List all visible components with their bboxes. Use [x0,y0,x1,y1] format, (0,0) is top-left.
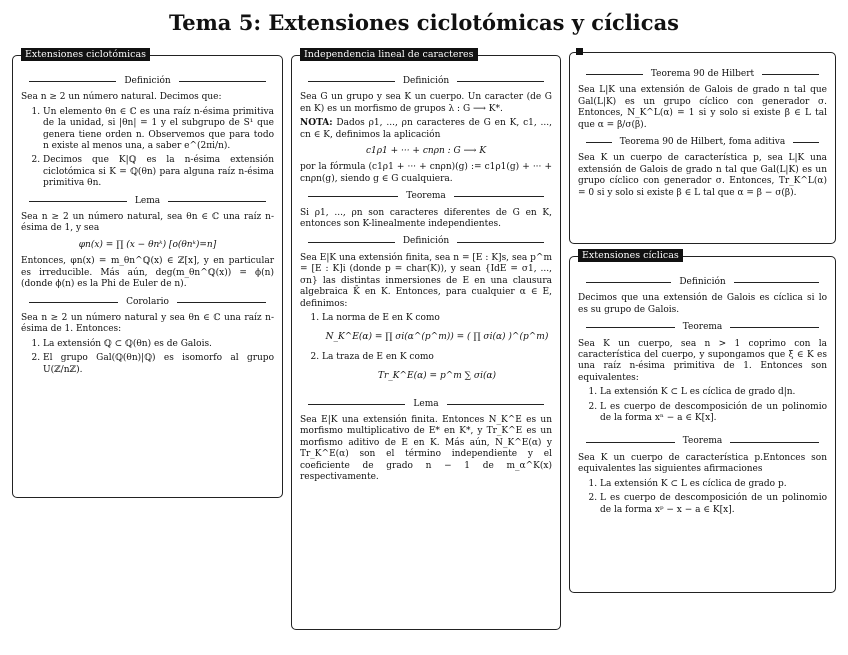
corner-marker [576,48,583,55]
paragraph: por la fórmula (c1ρ1 + ··· + cnρn)(g) := c1ρ1(g) + ··· + cnρn(g), siendo g ∈ G cualquiera. [300,162,552,184]
section-heading: Definición [578,277,827,288]
paragraph: Si ρ1, ..., ρn son caracteres diferentes de G en K, entonces son K-linealmente independientes. [300,207,552,230]
note [300,118,552,141]
list-item: 1. La extensión ℚ ⊂ ℚ(θn) es de Galois. [43,339,274,350]
paragraph: Decimos que una extensión de Galois es cíclica si lo es su grupo de Galois. [578,293,827,315]
box-ciclicas [569,250,836,593]
corollary-list [21,339,274,376]
paragraph: Sea E|K una extensión finita. Entonces N_K^E es un morfismo multiplicativo de E* en K*, y Tr_K^E es un morfismo aditivo de E en K. Más aún, N_K^E(α) y Tr_K^E(α) son el término independiente y el coeficiente de grado n − 1 de m_α^K(x) respectivamente. [300,414,552,482]
theorem-list [578,479,827,516]
box-ciclotomicas [12,49,283,498]
note-label: NOTA: [300,118,333,129]
section-heading: Definición [21,76,274,87]
section-heading: Lema [21,196,274,207]
section-heading: Teorema [300,191,552,202]
equation: Tr_K^E(α) = p^m ∑ σi(α) [377,371,497,382]
paragraph: Sea n ≥ 2 un número natural y sea θn ∈ ℂ una raíz n-ésima de 1. Entonces: [21,312,274,335]
definition-list [21,107,274,190]
list-item [322,352,552,383]
equation: c1ρ1 + ··· + cnρn : G ⟶ K [365,146,487,157]
note-text: Dados ρ1, ..., ρn caracteres de G en K, c1, ..., cn ∈ K, definimos la aplicación [300,118,552,140]
list-item: 1. La extensión K ⊂ L es cíclica de grado d|n. [600,387,827,398]
section-heading: Corolario [21,297,274,308]
box-label: Independencia lineal de caracteres [300,48,478,61]
paragraph: Sea K un cuerpo de característica p, sea L|K una extensión de Galois de grado n tal que Gal(L|K) es un grupo cíclico con generador σ. Entonces, Tr_K^L(α) = 0 si y solo si existe β ∈ L tal que α = β − σ(β). [578,153,827,198]
paragraph: Sea L|K una extensión de Galois de grado n tal que Gal(L|K) es un grupo cíclico con generador σ. Entonces, N_K^L(α) = 1 si y solo si existe β ∈ L tal que α = β/σ(β). [578,85,827,130]
section-heading: Definición [300,236,552,247]
theorem-list [578,387,827,424]
list-item: 1. La extensión K ⊂ L es cíclica de grado p. [600,479,827,490]
paragraph: Sea K un cuerpo de característica p.Entonces son equivalentes las siguientes afirmaciones [578,452,827,475]
list-item: 1. Un elemento θn ∈ ℂ es una raíz n-ésima primitiva de la unidad, si |θn| = 1 y el subgrupo de S¹ que genera tiene orden n. Observemos que para todo n existe al menos una, a saber e^(2πi/n). [43,107,274,153]
section-heading: Teorema 90 de Hilbert [578,69,827,80]
box-independencia [291,49,561,630]
section-heading: Teorema [578,436,827,447]
paragraph: Sea K un cuerpo, sea n > 1 coprimo con la característica del cuerpo, y supongamos que ξ ∈ K es una raíz n-ésima primitiva de 1. Entonces son equivalentes: [578,338,827,383]
paragraph: Entonces, φn(x) = m_θn^ℚ(x) ∈ ℤ[x], y en particular es irreducible. Más aún, deg(m_θn^ℚ(x)) = ϕ(n) (donde ϕ(n) es la Phi de Euler de n). [21,256,274,290]
section-heading: Teorema 90 de Hilbert, foma aditiva [578,137,827,148]
paragraph: Sea n ≥ 2 un número natural, sea θn ∈ ℂ una raíz n-ésima de 1, y sea [21,212,274,234]
section-heading: Lema [300,399,552,410]
box-hilbert [569,52,836,244]
page-title: Tema 5: Extensiones ciclotómicas y cíclicas [168,10,680,35]
section-heading: Definición [300,76,552,87]
list-item-text: La traza de E en K como [322,351,434,362]
paragraph: Sea E|K una extensión finita, sea n = [E : K]s, sea p^m = [E : K]i (donde p = char(K)), y sean {IdE = σ1, ..., σn} las distintas inmersiones de E en una clausura algebraica K̄ en K. Entonces, para cualquier α ∈ E, definimos: [300,252,552,309]
list-item: 2. L es cuerpo de descomposición de un polinomio de la forma xⁿ − a ∈ K[x]. [600,402,827,425]
box-label: Extensiones ciclotómicas [21,48,150,61]
list-item: 2. L es cuerpo de descomposición de un polinomio de la forma xᵖ − x − a ∈ K[x]. [600,493,827,516]
paragraph: Sea G un grupo y sea K un cuerpo. Un caracter (de G en K) es un morfismo de grupos λ : G ⟶ K*. [300,92,552,114]
list-item: 2. Decimos que K|ℚ es la n-ésima extensión ciclotómica si K = ℚ(θn) para alguna raíz n-ésima primitiva θn. [43,155,274,189]
section-heading: Teorema [578,322,827,333]
list-item-text: La norma de E en K como [322,312,440,323]
box-label: Extensiones cíclicas [578,249,683,262]
definition-list [300,313,552,383]
paragraph: Sea n ≥ 2 un número natural. Decimos que: [21,92,222,103]
equation: N_K^E(α) = ∏ σi(α^(p^m)) = ( ∏ σi(α) )^(p^m) [325,332,549,343]
equation: φn(x) = ∏ (x − θnᵏ) [o(θnᵏ)=n] [78,239,217,250]
list-item: 2. El grupo Gal(ℚ(θn)|ℚ) es isomorfo al grupo U(ℤ/nℤ). [43,353,274,376]
list-item [322,313,552,344]
